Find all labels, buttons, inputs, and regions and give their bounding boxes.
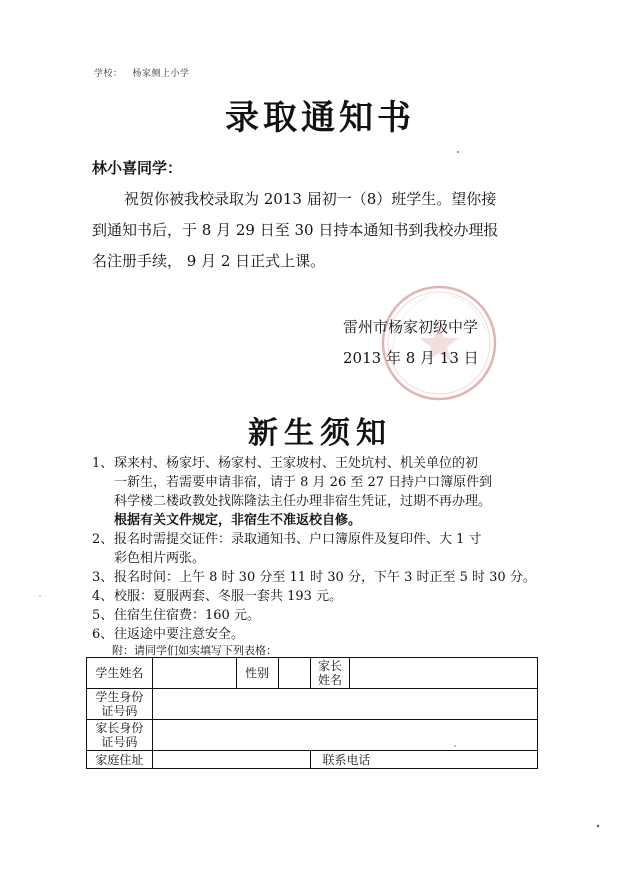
table-caption: 附：请同学们如实填写下列表格： (112, 644, 277, 657)
notice-number: 5、 (92, 608, 114, 623)
notice-line: 科学楼二楼政教处找陈隆法主任办理非宿生凭证，过期不再办理。 (114, 494, 492, 509)
parent-name-label: 家长姓名 (310, 658, 350, 689)
letter-body (92, 184, 552, 277)
signature-date: 2013 年 8 月 13 日 (343, 349, 479, 367)
gender-cell[interactable] (278, 658, 310, 689)
parent-name-cell[interactable] (350, 658, 538, 689)
notice-line: 校服：夏服两套、冬服一套共 193 元。 (114, 589, 343, 604)
page-title: 录取通知书 (225, 98, 415, 138)
student-id-label: 学生身份证号码 (87, 689, 153, 720)
gender-label: 性别 (236, 658, 278, 689)
notice-line: 报名时间：上午 8 时 30 分至 11 时 30 分，下午 3 时正至 5 时 30 分。 (114, 570, 536, 585)
salutation: 林小喜同学： (92, 159, 183, 177)
student-name-label: 学生姓名 (87, 658, 153, 689)
table-row (87, 689, 538, 720)
address-cell[interactable] (152, 751, 310, 769)
school-name: 杨家侧上小学 (132, 69, 190, 79)
notice-line: 琛来村、杨家圩、杨家村、王家坡村、王处坑村、机关单位的初 (114, 456, 479, 471)
table-row (87, 658, 538, 689)
notice-item-2 (92, 530, 552, 568)
table-row (87, 751, 538, 769)
notice-number: 1、 (92, 456, 114, 471)
notice-line: 报名时需提交证件：录取通知书、户口簿原件及复印件、大 1 寸 (114, 532, 482, 547)
body-line-3: 名注册手续， 9 月 2 日正式上课。 (92, 252, 326, 270)
notice-number: 3、 (92, 570, 114, 585)
notice-line: 彩色相片两张。 (114, 551, 206, 566)
body-line-1: 祝贺你被我校录取为 2013 届初一（8）班学生。望你接 (124, 190, 497, 208)
notice-line: 往返途中要注意安全。 (114, 627, 245, 642)
notice-bold-line: 根据有关文件规定，非宿生不准返校自修。 (114, 513, 362, 528)
notice-line: 住宿生住宿费：160 元。 (114, 608, 260, 623)
student-info-table (86, 657, 538, 769)
table-row (87, 720, 538, 751)
notice-number: 6、 (92, 627, 114, 642)
notice-list (92, 454, 552, 644)
notice-title: 新生须知 (248, 416, 392, 451)
signature-block (343, 312, 479, 374)
notice-item-3 (92, 568, 552, 587)
school-label: 学校： (94, 69, 123, 79)
phone-label: 联系电话 (322, 752, 371, 767)
school-header (94, 66, 200, 79)
address-label: 家庭住址 (87, 751, 153, 769)
notice-line: 一新生，若需要申请非宿，请于 8 月 26 至 27 日持户口簿原件到 (114, 475, 493, 490)
notice-number: 2、 (92, 532, 114, 547)
student-id-cell[interactable] (152, 689, 537, 720)
body-line-2: 到通知书后，于 8 月 29 日至 30 日持本通知书到我校办理报 (92, 221, 499, 239)
parent-id-cell[interactable] (152, 720, 537, 751)
notice-item-4 (92, 587, 552, 606)
parent-id-label: 家长身份证号码 (87, 720, 153, 751)
student-name-cell[interactable] (152, 658, 236, 689)
signature-school: 雷州市杨家初级中学 (343, 318, 479, 336)
notice-item-1 (92, 454, 552, 530)
notice-number: 4、 (92, 589, 114, 604)
notice-item-5 (92, 606, 552, 625)
